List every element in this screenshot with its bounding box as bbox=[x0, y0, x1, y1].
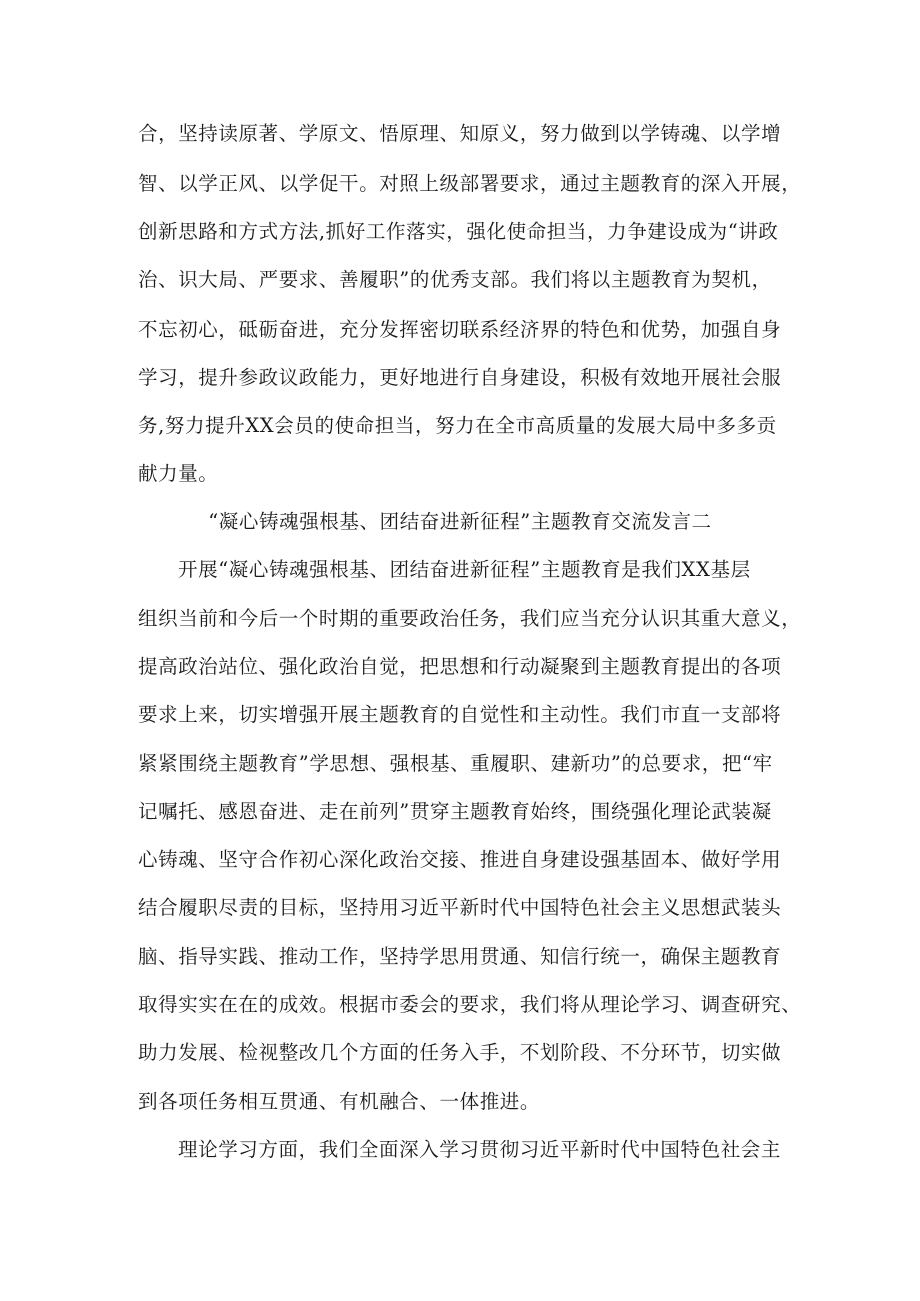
paragraph-line: 提高政治站位、强化政治自觉，把思想和行动凝聚到主题教育提出的各项 bbox=[138, 655, 782, 678]
paragraph-line: 心铸魂、坚守合作初心深化政治交接、推进自身建设强基固本、做好学用 bbox=[138, 848, 782, 871]
paragraph-line: 献力量。 bbox=[138, 462, 219, 485]
paragraph-line: 务,努力提升XX会员的使命担当，努力在全市高质量的发展大局中多多贡 bbox=[138, 414, 777, 437]
paragraph-line: 不忘初心，砥砺奋进，充分发挥密切联系经济界的特色和优势，加强自身 bbox=[138, 318, 782, 341]
paragraph-line: 开展“凝心铸魂强根基、团结奋进新征程”主题教育是我们XX基层 bbox=[178, 558, 751, 581]
paragraph-line: 紧紧围绕主题教育”学思想、强根基、重履职、建新功”的总要求，把“牢 bbox=[138, 752, 773, 775]
paragraph-line: 到各项任务相互贯通、有机融合、一体推进。 bbox=[138, 1090, 541, 1113]
paragraph-line: 学习，提升参政议政能力，更好地进行自身建设，积极有效地开展社会服 bbox=[138, 366, 782, 389]
paragraph-line: 创新思路和方式方法,抓好工作落实，强化使命担当，力争建设成为“讲政 bbox=[138, 220, 779, 243]
paragraph-line: 智、以学正风、以学促干。对照上级部署要求，通过主题教育的深入开展， bbox=[138, 172, 802, 195]
paragraph-line: 助力发展、检视整改几个方面的任务入手，不划阶段、不分环节，切实做 bbox=[138, 1041, 782, 1064]
paragraph-line: 记嘱托、感恩奋进、走在前列”贯穿主题教育始终，围绕强化理论武装凝 bbox=[138, 800, 772, 823]
paragraph-line: 脑、指导实践、推动工作，坚持学思用贯通、知信行统一，确保主题教育 bbox=[138, 945, 782, 968]
paragraph-line: 结合履职尽责的目标，坚持用习近平新时代中国特色社会主义思想武装头 bbox=[138, 896, 782, 919]
paragraph-line: 组织当前和今后一个时期的重要政治任务，我们应当充分认识其重大意义， bbox=[138, 607, 802, 630]
paragraph-line: 要求上来，切实增强开展主题教育的自觉性和主动性。我们市直一支部将 bbox=[138, 703, 782, 726]
section-title: “凝心铸魂强根基、团结奋进新征程”主题教育交流发言二 bbox=[208, 510, 712, 533]
paragraph-line: 理论学习方面，我们全面深入学习贯彻习近平新时代中国特色社会主 bbox=[178, 1138, 782, 1161]
paragraph-line: 取得实实在在的成效。根据市委会的要求，我们将从理论学习、调查研究、 bbox=[138, 993, 802, 1016]
paragraph-line: 合，坚持读原著、学原文、悟原理、知原义，努力做到以学铸魂、以学增 bbox=[138, 122, 782, 145]
paragraph-line: 治、识大局、严要求、善履职”的优秀支部。我们将以主题教育为契机， bbox=[138, 268, 772, 291]
